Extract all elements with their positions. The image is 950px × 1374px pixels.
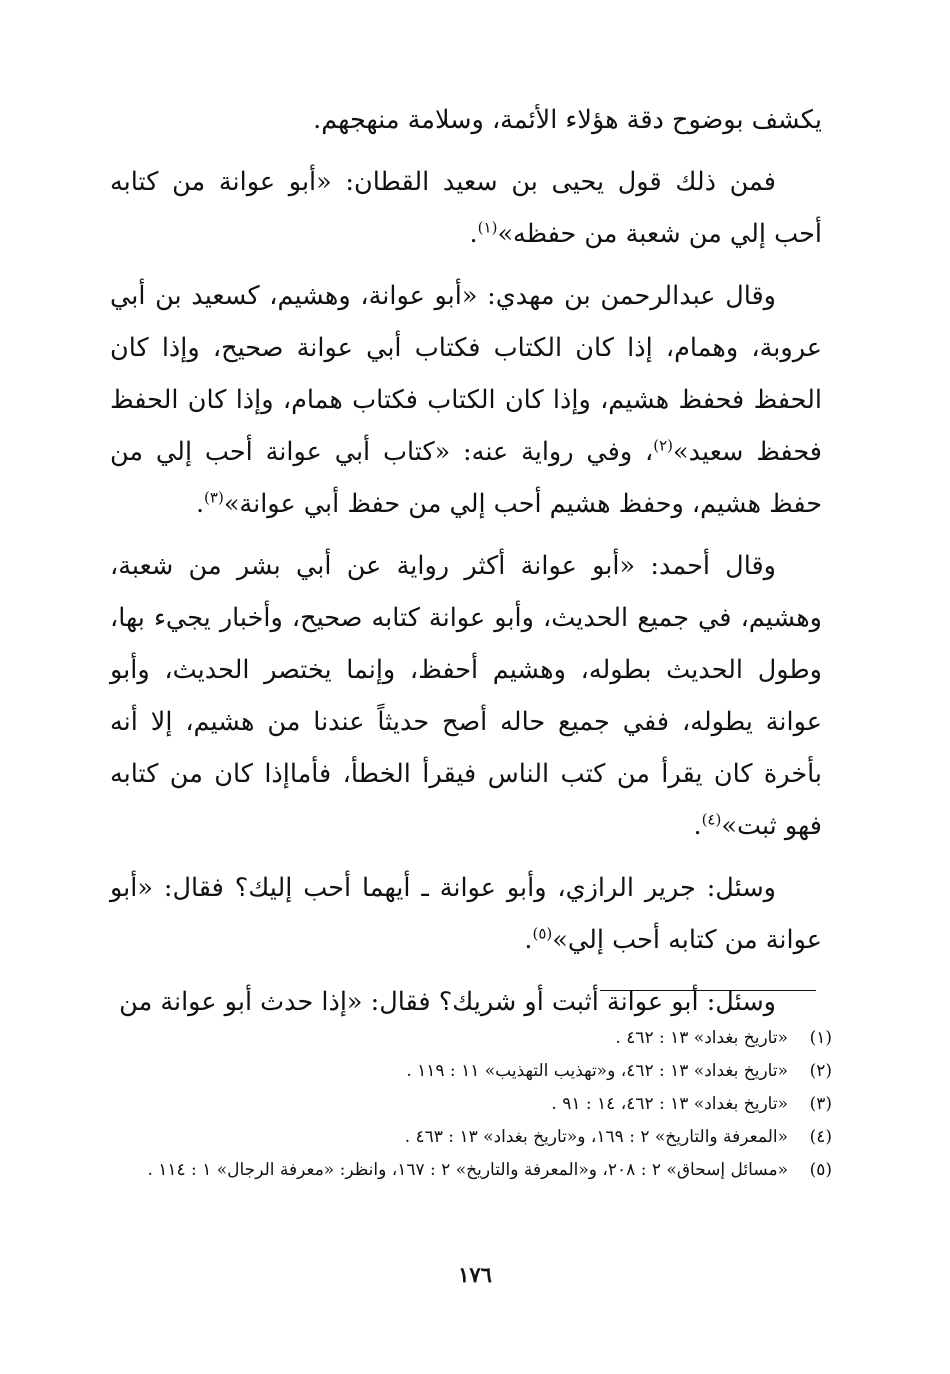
footnote-item <box>110 1088 832 1121</box>
footnote-number: (٤) <box>809 1127 832 1147</box>
footnote-text: «تاريخ بغداد» ١٣ : ٤٦٢ . <box>615 1028 788 1048</box>
footnote-text: «المعرفة والتاريخ» ٢ : ١٦٩، و«تاريخ بغداد» ١٣ : ٤٦٣ . <box>404 1127 788 1147</box>
footnote-ref-2: (٢) <box>653 436 674 455</box>
paragraph-2 <box>110 156 822 260</box>
footnote-item <box>110 1055 832 1088</box>
footnote-ref-5: (٥) <box>532 924 553 943</box>
paragraph-5-tail: . <box>524 925 533 955</box>
footnotes <box>110 1022 832 1187</box>
footnote-number: (٥) <box>809 1160 832 1180</box>
footnote-text: «تاريخ بغداد» ١٣ : ٤٦٢، ١٤ : ٩١ . <box>551 1094 788 1114</box>
paragraph-2-text: فمن ذلك قول يحيى بن سعيد القطان: «أبو عوانة من كتابه أحب إلي من شعبة من حفظه» <box>110 167 822 249</box>
paragraph-5-text: وسئل: جرير الرازي، وأبو عوانة ـ أيهما أحب إليك؟ فقال: «أبو عوانة من كتابه أحب إلي» <box>110 873 822 955</box>
footnote-text: «مسائل إسحاق» ٢ : ٢٠٨، و«المعرفة والتاريخ» ٢ : ١٦٧، وانظر: «معرفة الرجال» ١ : ١١٤ . <box>147 1160 788 1180</box>
footnote-item <box>110 1121 832 1154</box>
paragraph-6-text: وسئل: أبو عوانة أثبت أو شريك؟ فقال: «إذا حدث أبو عوانة من <box>119 987 776 1017</box>
paragraph-3 <box>110 270 822 530</box>
paragraph-5 <box>110 862 822 966</box>
paragraph-3-tail: ، وفي رواية عنه: «كتاب أبي عوانة أحب إلي من حفظ هشيم، وحفظ هشيم أحب إلي من حفظ أبي عوانة» <box>110 437 822 519</box>
footnote-ref-3: (٣) <box>204 488 224 507</box>
footnote-number: (٢) <box>809 1061 832 1081</box>
footnote-number: (١) <box>809 1028 832 1048</box>
footnote-ref-1: (١) <box>477 218 498 237</box>
paragraph-4 <box>110 540 822 852</box>
page-number: ١٧٦ <box>458 1262 492 1287</box>
paragraph-6 <box>110 976 822 1028</box>
paragraph-4-text: وقال أحمد: «أبو عوانة أكثر رواية عن أبي بشر من شعبة، وهشيم، في جميع الحديث، وأبو عوانة كتابه صحيح، وأخبار يجيء بها، وطول الحديث بطوله، وهشيم أحفظ، وإنما يختصر الحديث، وأبو عوانة يطوله، ففي جميع حاله أصح حديثاً عندنا من هشيم، إلا أنه بأخرة كان يقرأ من كتب الناس فيقرأ الخطأ، فأماإذا كان من كتابه فهو ثبت» <box>110 551 822 841</box>
paragraph-1 <box>110 94 822 146</box>
footnote-ref-4: (٤) <box>701 810 722 829</box>
main-text <box>110 94 822 1038</box>
paragraph-2-tail: . <box>469 219 478 249</box>
paragraph-3-text: وقال عبدالرحمن بن مهدي: «أبو عوانة، وهشيم، كسعيد بن أبي عروبة، وهمام، إذا كان الكتاب فكتاب أبي عوانة صحيح، وإذا كان الحفظ فحفظ هشيم، وإذا كان الكتاب فكتاب همام، وإذا كان الحفظ فحفظ سعيد» <box>110 281 822 467</box>
footnote-divider <box>600 990 816 991</box>
paragraph-3-tail-2: . <box>195 489 205 519</box>
footnote-number: (٣) <box>809 1094 832 1114</box>
paragraph-1-text: يكشف بوضوح دقة هؤلاء الأئمة، وسلامة منهجهم. <box>313 105 822 135</box>
footnote-text: «تاريخ بغداد» ١٣ : ٤٦٢، و«تهذيب التهذيب» ١١ : ١١٩ . <box>406 1061 788 1081</box>
paragraph-4-tail: . <box>693 811 702 841</box>
footnote-item <box>110 1154 832 1187</box>
footnote-item <box>110 1022 832 1055</box>
